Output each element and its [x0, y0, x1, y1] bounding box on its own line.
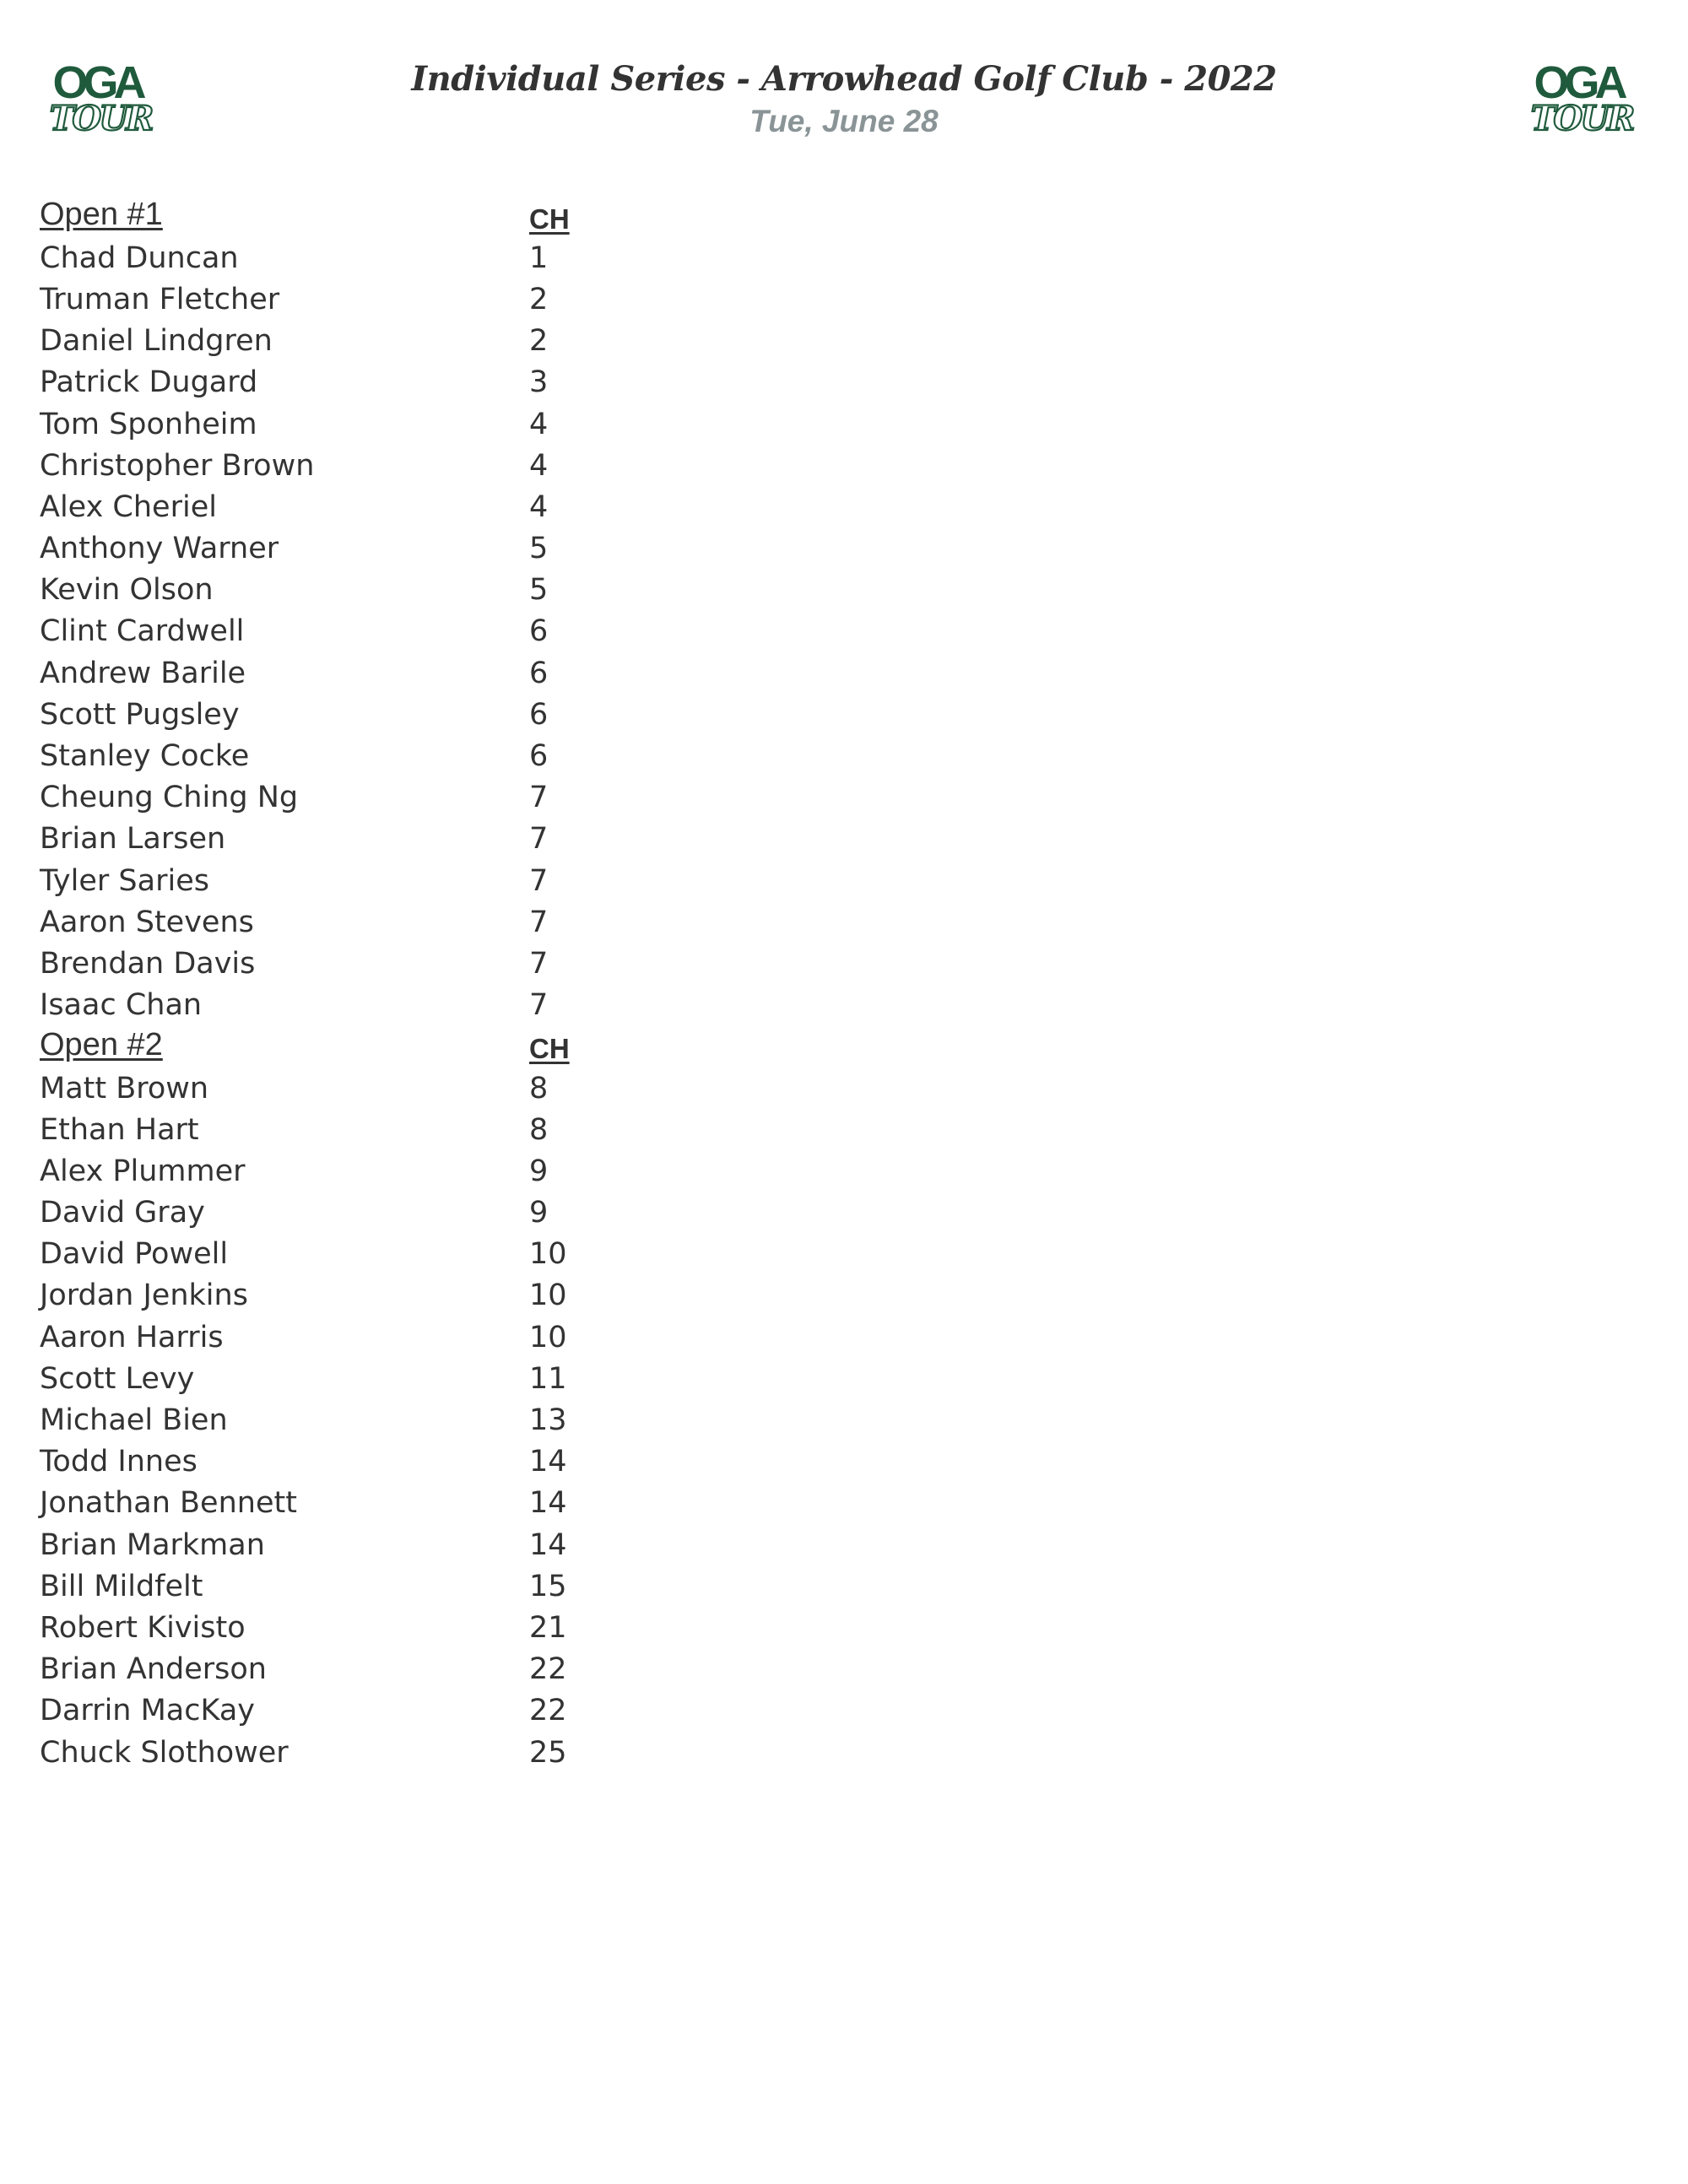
- course-handicap-header: CH: [529, 1033, 570, 1065]
- player-name: Jonathan Bennett: [40, 1486, 297, 1521]
- player-course-handicap: 5: [529, 532, 549, 566]
- player-name: David Gray: [40, 1196, 205, 1230]
- player-course-handicap: 8: [529, 1112, 549, 1147]
- player-name: Stanley Cocke: [40, 739, 250, 774]
- player-name: Brendan Davis: [40, 946, 256, 981]
- player-name: Tom Sponheim: [40, 407, 257, 441]
- player-name: Kevin Olson: [40, 573, 214, 608]
- player-name: Daniel Lindgren: [40, 324, 273, 359]
- player-course-handicap: 8: [529, 1071, 549, 1106]
- player-name: Isaac Chan: [40, 988, 203, 1023]
- player-row: [40, 1192, 799, 1234]
- player-course-handicap: 10: [529, 1237, 567, 1272]
- player-name: Brian Markman: [40, 1527, 265, 1562]
- group-header: [40, 196, 799, 237]
- player-name: Chad Duncan: [40, 241, 239, 275]
- player-name: David Powell: [40, 1237, 229, 1272]
- player-course-handicap: 6: [529, 739, 549, 774]
- event-date: Tue, June 28: [749, 104, 939, 138]
- player-course-handicap: 25: [529, 1735, 567, 1770]
- player-name: Alex Plummer: [40, 1154, 246, 1188]
- player-row: [40, 1690, 799, 1732]
- player-name: Matt Brown: [40, 1071, 209, 1106]
- player-row: [40, 403, 799, 445]
- player-row: [40, 1483, 799, 1524]
- player-course-handicap: 2: [529, 282, 549, 316]
- player-row: [40, 819, 799, 860]
- player-name: Andrew Barile: [40, 656, 246, 690]
- player-name: Bill Mildfelt: [40, 1569, 203, 1603]
- player-name: Darrin MacKay: [40, 1694, 255, 1728]
- player-row: [40, 1524, 799, 1565]
- player-row: [40, 1649, 799, 1690]
- player-course-handicap: 9: [529, 1154, 549, 1188]
- player-row: [40, 611, 799, 652]
- player-roster: [40, 196, 799, 1773]
- player-name: Christopher Brown: [40, 448, 315, 483]
- player-row: [40, 694, 799, 735]
- player-row: [40, 321, 799, 362]
- player-name: Robert Kivisto: [40, 1610, 246, 1645]
- player-row: [40, 1732, 799, 1773]
- player-course-handicap: 11: [529, 1361, 567, 1396]
- player-course-handicap: 4: [529, 489, 549, 524]
- player-row: [40, 278, 799, 320]
- logo-text-top: OGA: [52, 57, 142, 108]
- player-name: Patrick Dugard: [40, 365, 258, 400]
- player-row: [40, 652, 799, 694]
- logo-text-top: OGA: [1534, 57, 1623, 108]
- player-row: [40, 362, 799, 403]
- player-name: Tyler Saries: [40, 863, 209, 898]
- player-course-handicap: 6: [529, 614, 549, 649]
- player-name: Ethan Hart: [40, 1112, 199, 1147]
- player-name: Alex Cheriel: [40, 489, 217, 524]
- player-course-handicap: 6: [529, 697, 549, 732]
- player-course-handicap: 14: [529, 1445, 567, 1479]
- player-row: [40, 1275, 799, 1316]
- player-row: [40, 486, 799, 527]
- player-row: [40, 1234, 799, 1275]
- player-name: Cheung Ching Ng: [40, 781, 299, 815]
- player-course-handicap: 4: [529, 448, 549, 483]
- course-handicap-header: CH: [529, 203, 570, 235]
- player-row: [40, 1358, 799, 1399]
- player-row: [40, 1565, 799, 1607]
- player-course-handicap: 7: [529, 822, 549, 857]
- player-course-handicap: 7: [529, 988, 549, 1023]
- player-row: [40, 237, 799, 278]
- document-header: [0, 56, 1688, 140]
- player-row: [40, 943, 799, 984]
- player-course-handicap: 10: [529, 1320, 567, 1354]
- player-row: [40, 445, 799, 486]
- player-row: [40, 1607, 799, 1648]
- player-course-handicap: 7: [529, 946, 549, 981]
- player-course-handicap: 2: [529, 324, 549, 359]
- player-name: Aaron Harris: [40, 1320, 224, 1354]
- player-course-handicap: 9: [529, 1196, 549, 1230]
- player-course-handicap: 3: [529, 365, 549, 400]
- document-title: Individual Series - Arrowhead Golf Club - 2022: [411, 59, 1277, 99]
- group-name: Open #1: [40, 197, 163, 233]
- player-row: [40, 1399, 799, 1441]
- player-name: Anthony Warner: [40, 532, 279, 566]
- player-course-handicap: 14: [529, 1486, 567, 1521]
- player-row: [40, 735, 799, 776]
- player-name: Clint Cardwell: [40, 614, 245, 649]
- player-course-handicap: 21: [529, 1610, 567, 1645]
- player-row: [40, 1068, 799, 1109]
- player-row: [40, 1441, 799, 1483]
- player-name: Aaron Stevens: [40, 905, 254, 939]
- player-course-handicap: 15: [529, 1569, 567, 1603]
- player-name: Chuck Slothower: [40, 1735, 289, 1770]
- player-row: [40, 1150, 799, 1192]
- player-name: Scott Pugsley: [40, 697, 240, 732]
- player-course-handicap: 1: [529, 241, 549, 275]
- player-name: Todd Innes: [40, 1445, 197, 1479]
- player-row: [40, 1109, 799, 1150]
- player-row: [40, 860, 799, 901]
- player-course-handicap: 7: [529, 781, 549, 815]
- player-course-handicap: 6: [529, 656, 549, 690]
- player-course-handicap: 13: [529, 1403, 567, 1438]
- player-row: [40, 901, 799, 943]
- logo-text-bottom: TOUR: [49, 99, 152, 135]
- player-course-handicap: 5: [529, 573, 549, 608]
- player-row: [40, 985, 799, 1026]
- group-name: Open #2: [40, 1026, 163, 1062]
- player-row: [40, 570, 799, 611]
- player-row: [40, 1316, 799, 1358]
- player-course-handicap: 4: [529, 407, 549, 441]
- player-row: [40, 777, 799, 819]
- player-row: [40, 528, 799, 570]
- player-name: Brian Anderson: [40, 1652, 267, 1687]
- player-name: Truman Fletcher: [40, 282, 280, 316]
- player-course-handicap: 22: [529, 1652, 567, 1687]
- player-name: Jordan Jenkins: [40, 1279, 248, 1313]
- player-course-handicap: 14: [529, 1527, 567, 1562]
- player-course-handicap: 7: [529, 905, 549, 939]
- player-course-handicap: 7: [529, 863, 549, 898]
- player-name: Michael Bien: [40, 1403, 228, 1438]
- player-course-handicap: 10: [529, 1279, 567, 1313]
- player-name: Brian Larsen: [40, 822, 226, 857]
- player-name: Scott Levy: [40, 1361, 195, 1396]
- player-course-handicap: 22: [529, 1694, 567, 1728]
- logo-text-bottom: TOUR: [1530, 99, 1633, 135]
- group-header: [40, 1026, 799, 1068]
